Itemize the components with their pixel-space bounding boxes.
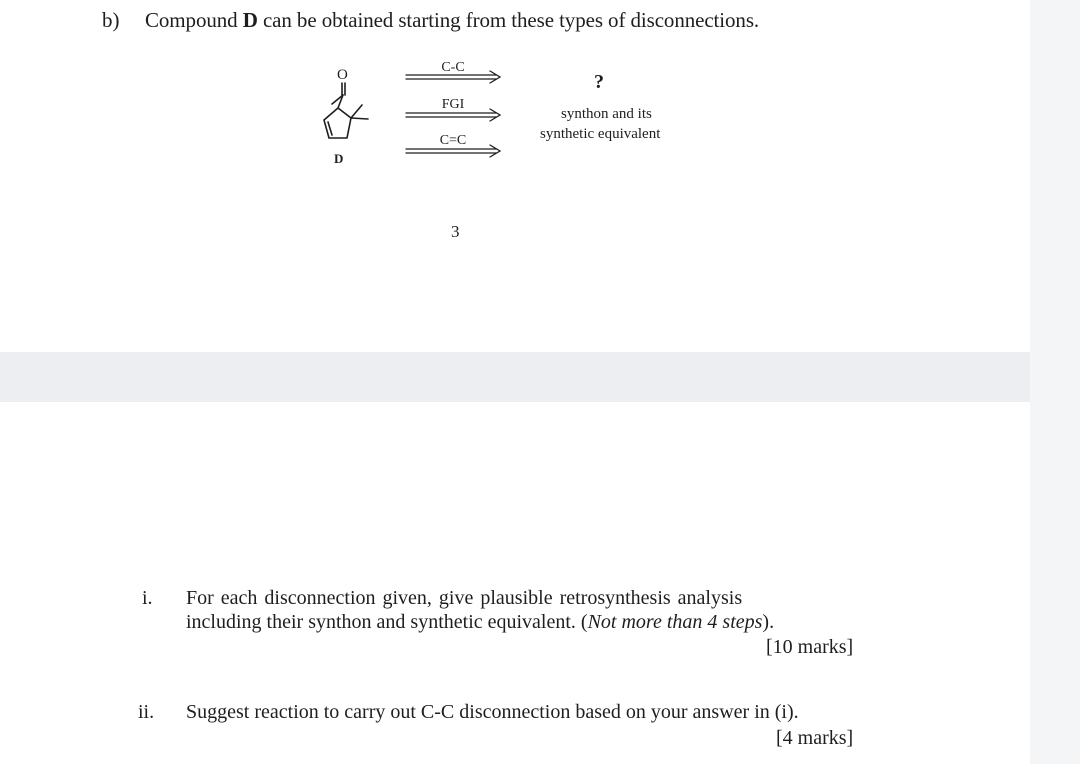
- arrow-label-cc: C-C: [441, 60, 465, 75]
- right-margin-strip: [1030, 0, 1080, 764]
- arrow-label-cdc: C=C: [439, 133, 467, 148]
- result-line-1: synthon and its: [561, 106, 652, 122]
- sub-question-ii-text: Suggest reaction to carry out C-C disconnection based on your answer in (i).: [186, 701, 799, 723]
- question-label: b): [102, 8, 120, 32]
- result-question-mark: ?: [594, 71, 604, 93]
- arrow-label-fgi: FGI: [441, 97, 465, 112]
- sub-question-i-line-2: [186, 612, 774, 632]
- sub-question-i-line-1: For each disconnection given, give plausible retrosynthesis analysis: [186, 587, 743, 609]
- sub-question-ii-marks: [4 marks]: [776, 727, 854, 749]
- question-compound: D: [242, 8, 258, 32]
- oxygen-label: O: [337, 67, 348, 83]
- compound-d-label: D: [334, 151, 344, 166]
- sub-question-i-line-2-end: ).: [762, 611, 775, 633]
- sub-question-i-line-2-italic: Not more than 4 steps: [587, 611, 763, 633]
- page-top: [0, 0, 1030, 352]
- question-suffix: can be obtained starting from these types of disconnections.: [262, 8, 760, 32]
- ring-double-bond: [328, 122, 332, 135]
- question-text: [145, 10, 759, 31]
- retrosynthesis-arrows: [404, 64, 514, 164]
- page-number: 3: [451, 222, 460, 241]
- result-line-2: synthetic equivalent: [540, 126, 661, 142]
- question-prefix: Compound: [145, 8, 238, 32]
- methyl-bond-1: [351, 105, 362, 118]
- sub-question-ii-label: ii.: [138, 701, 155, 723]
- sub-question-i-line-2-plain: including their synthon and synthetic equivalent. (: [186, 611, 588, 633]
- sub-question-i-label: i.: [142, 587, 153, 609]
- sub-question-i-marks: [10 marks]: [766, 636, 854, 658]
- compound-d-structure: [312, 62, 392, 152]
- methyl-bond-2: [351, 118, 368, 119]
